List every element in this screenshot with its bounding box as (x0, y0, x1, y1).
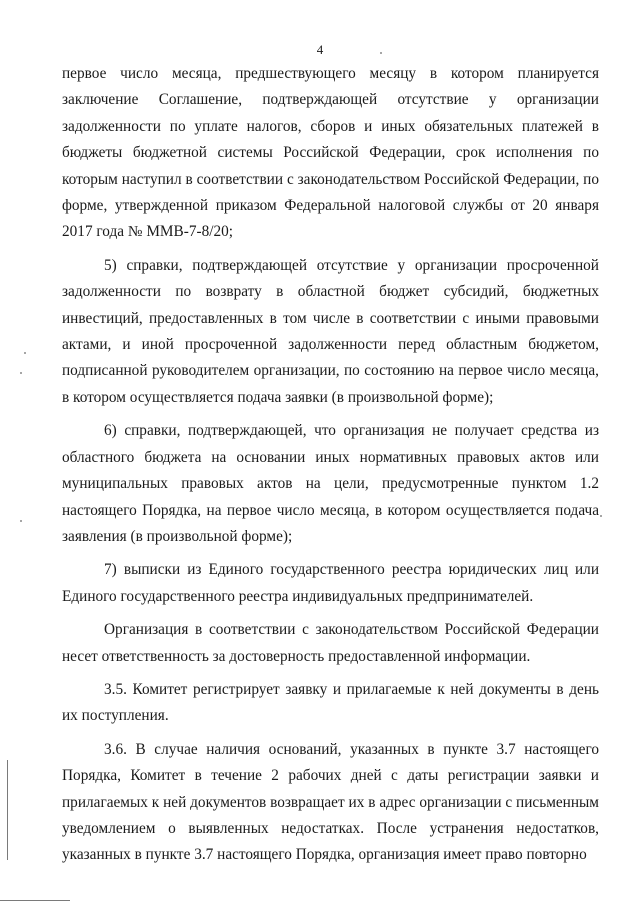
paragraph-3-5: 3.5. Комитет регистрирует заявку и прилагаемые к ней документы в день их поступления. (62, 680, 599, 725)
scan-speck (20, 520, 22, 522)
scan-speck (20, 372, 22, 374)
page-number: 4 (316, 42, 324, 57)
scan-edge-line (0, 900, 70, 901)
paragraph-item-6: 6) справки, подтверждающей, что организация не получает средства из областного бюджета на основании иных нормативных правовых актов или муниципальных правовых актов на цели, предусмотренные пунктом 1.2 настоящего Порядка, на первое число месяца, в котором осуществляется подача заявления (в произвольной форме); (62, 422, 599, 545)
scan-margin-line (7, 760, 8, 860)
paragraph-3-6: 3.6. В случае наличия оснований, указанных в пункте 3.7 настоящего Порядка, Комитет в течение 2 рабочих дней с даты регистрации заявки и прилагаемых к ней документов возвращает их в адрес организации с письменным уведомлением о выявленных недостатках. После устранения недостатков, указанных в пункте 3.7 настоящего Порядка, организация имеет право повторно (62, 740, 599, 864)
paragraph-continuation: первое число месяца, предшествующего месяцу в котором планируется заключение Соглашение, подтверждающей отсутствие у организации задолженности по уплате налогов, сборов и иных обязательных платежей в бюджеты бюджетной системы Российской Федерации, срок исполнения по которым наступил в соответствии с законодательством Российской Федерации, по форме, утвержденной приказом Федеральной налоговой службы от 20 января 2017 года № ММВ-7-8/20; (62, 65, 599, 241)
scan-speck (24, 352, 26, 354)
scan-speck (380, 52, 382, 54)
paragraph-item-7: 7) выписки из Единого государственного реестра юридических лиц или Единого государственного реестра индивидуальных предпринимателей. (62, 561, 599, 605)
paragraph-responsibility: Организация в соответствии с законодательством Российской Федерации несет ответственность за достоверность предоставленной информации. (62, 621, 599, 665)
scan-speck (600, 515, 602, 517)
document-body (62, 61, 599, 869)
paragraph-item-5: 5) справки, подтверждающей отсутствие у организации просроченной задолженности по возврату в областной бюджет субсидий, бюджетных инвестиций, предоставленных в том числе в соответствии с иными правовыми актами, и иной просроченной задолженности перед областным бюджетом, подписанной руководителем организации, по состоянию на первое число месяца, в котором осуществляется подача заявки (в произвольной форме); (62, 256, 599, 406)
